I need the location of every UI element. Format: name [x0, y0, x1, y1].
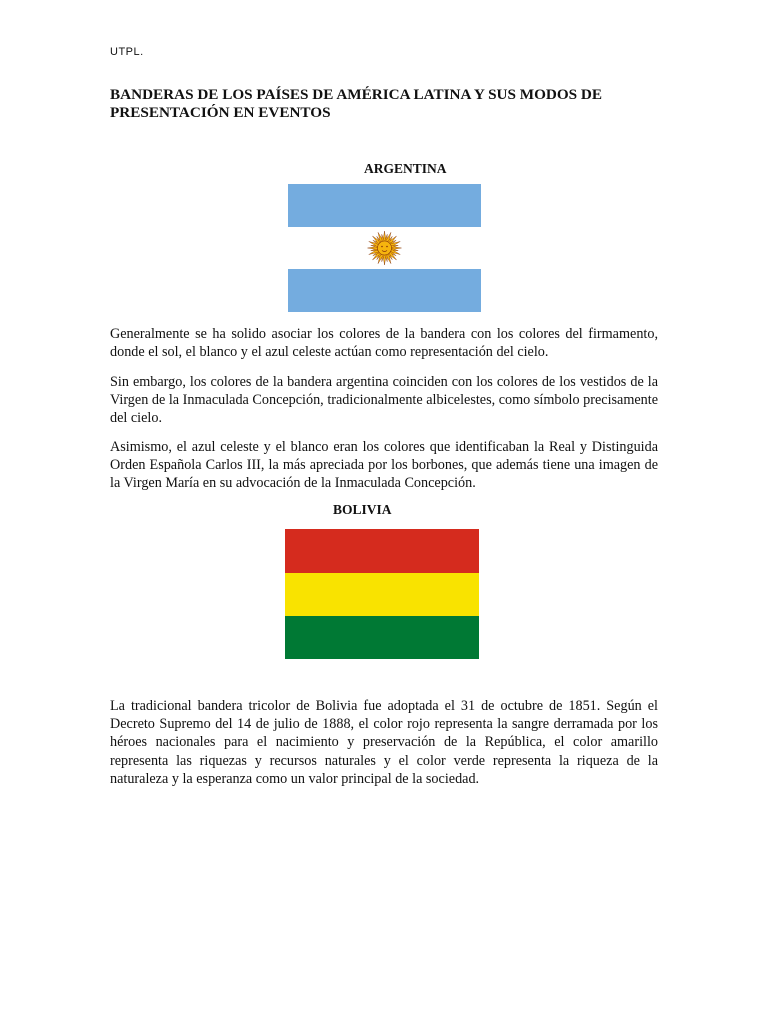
document-title: BANDERAS DE LOS PAÍSES DE AMÉRICA LATINA Y SUS MODOS DE PRESENTACIÓN EN EVENTOS	[110, 86, 603, 121]
paragraph-bolivia-1: La tradicional bandera tricolor de Bolivia fue adoptada el 31 de octubre de 1851. Según el Decreto Supremo del 14 de julio de 1888, el color rojo representa la sangre derramada por los héroes nacionales para el nacimiento y preservación de la República, el color amarillo representa las riquezas y recursos naturales y el color verde representa la riqueza de la naturaleza y la esperanza como un valor principal de la sociedad.	[110, 698, 658, 787]
flag-stripe-celeste-top	[288, 184, 481, 227]
flag-stripe-celeste-bottom	[288, 269, 481, 312]
flag-stripe-yellow	[285, 573, 479, 616]
section-title-argentina: ARGENTINA	[364, 161, 447, 176]
sun-of-may-icon	[368, 231, 402, 265]
document-header: UTPL.	[110, 46, 144, 58]
flag-argentina	[288, 184, 481, 312]
section-title-bolivia: BOLIVIA	[333, 502, 392, 517]
paragraph-argentina-2: Sin embargo, los colores de la bandera argentina coinciden con los colores de los vestidos de la Virgen de la Inmaculada Concepción, tradicionalmente albicelestes, como símbolo precisamente del cielo.	[110, 374, 658, 427]
flag-bolivia	[285, 529, 479, 659]
paragraph-argentina-1: Generalmente se ha solido asociar los colores de la bandera con los colores del firmamento, donde el sol, el blanco y el azul celeste actúan como representación del cielo.	[110, 326, 658, 361]
flag-stripe-red	[285, 529, 479, 573]
paragraph-argentina-3: Asimismo, el azul celeste y el blanco eran los colores que identificaban la Real y Distinguida Orden Española Carlos III, la más apreciada por los borbones, que además tiene una imagen de la Virgen María en su advocación de la Inmaculada Concepción.	[110, 439, 658, 492]
flag-stripe-green	[285, 616, 479, 659]
